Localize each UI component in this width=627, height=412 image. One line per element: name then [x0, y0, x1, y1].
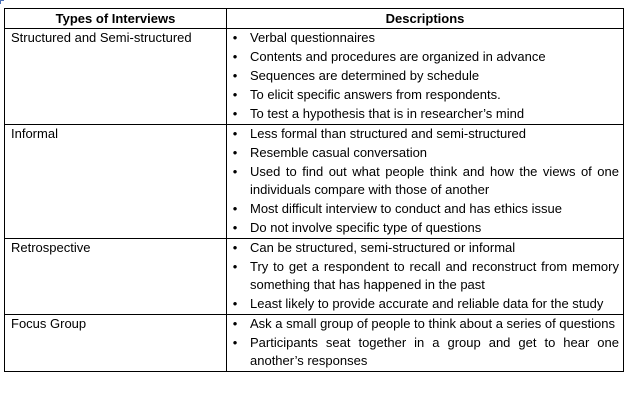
list-item-text: To test a hypothesis that is in researcher’s mind: [250, 106, 525, 121]
bullet-icon: •: [232, 296, 238, 311]
list-item: [227, 144, 619, 162]
list-item-text: Sequences are determined by schedule: [250, 68, 480, 83]
list-item: [227, 200, 619, 218]
description-list: [227, 125, 619, 237]
header-descriptions: Descriptions: [227, 9, 624, 29]
list-item-text: Resemble casual conversation: [250, 145, 428, 160]
list-item: [227, 86, 619, 104]
description-cell: [227, 239, 624, 315]
list-item-text: Try to get a respondent to recall and reconstruct from memory something that has happened in the past: [250, 259, 619, 292]
list-item: [227, 163, 619, 199]
bullet-icon: •: [232, 201, 238, 216]
list-item-text: Ask a small group of people to think about a series of questions: [250, 316, 615, 331]
description-cell: [227, 125, 624, 239]
text-boundary-mark: [0, 0, 4, 4]
header-row: [5, 9, 624, 29]
header-types: Types of Interviews: [5, 9, 227, 29]
list-item-text: Do not involve specific type of questions: [250, 220, 482, 235]
list-item: [227, 29, 619, 47]
table-row: [5, 239, 624, 315]
list-item: [227, 125, 619, 143]
interview-type-cell: Informal: [5, 125, 227, 239]
interview-types-table: [4, 8, 624, 372]
table-row: [5, 29, 624, 125]
description-list: [227, 29, 619, 123]
description-cell: [227, 29, 624, 125]
interview-type-cell: Retrospective: [5, 239, 227, 315]
list-item-text: Least likely to provide accurate and reliable data for the study: [250, 296, 604, 311]
list-item: [227, 67, 619, 85]
list-item: [227, 219, 619, 237]
list-item-text: Can be structured, semi-structured or informal: [250, 240, 516, 255]
bullet-icon: •: [232, 106, 238, 121]
list-item: [227, 48, 619, 66]
interview-type-cell: Structured and Semi-structured: [5, 29, 227, 125]
description-list: [227, 315, 619, 370]
list-item: [227, 334, 619, 370]
table-row: [5, 125, 624, 239]
list-item-text: Most difficult interview to conduct and has ethics issue: [250, 201, 562, 216]
list-item-text: Used to find out what people think and how the views of one individuals compare with those of another: [250, 164, 619, 197]
bullet-icon: •: [232, 30, 238, 45]
table-row: [5, 315, 624, 372]
list-item: [227, 315, 619, 333]
bullet-icon: •: [232, 164, 238, 179]
list-item: [227, 295, 619, 313]
list-item: [227, 105, 619, 123]
bullet-icon: •: [232, 335, 238, 350]
description-cell: [227, 315, 624, 372]
bullet-icon: •: [232, 87, 238, 102]
list-item: [227, 239, 619, 257]
bullet-icon: •: [232, 316, 238, 331]
list-item-text: Participants seat together in a group and get to hear one another’s responses: [250, 335, 619, 368]
bullet-icon: •: [232, 49, 238, 64]
bullet-icon: •: [232, 259, 238, 274]
bullet-icon: •: [232, 126, 238, 141]
bullet-icon: •: [232, 145, 238, 160]
list-item-text: Contents and procedures are organized in advance: [250, 49, 546, 64]
bullet-icon: •: [232, 220, 238, 235]
description-list: [227, 239, 619, 313]
bullet-icon: •: [232, 240, 238, 255]
bullet-icon: •: [232, 68, 238, 83]
list-item-text: Verbal questionnaires: [250, 30, 376, 45]
list-item: [227, 258, 619, 294]
list-item-text: Less formal than structured and semi-structured: [250, 126, 527, 141]
interview-type-cell: Focus Group: [5, 315, 227, 372]
list-item-text: To elicit specific answers from respondents.: [250, 87, 501, 102]
